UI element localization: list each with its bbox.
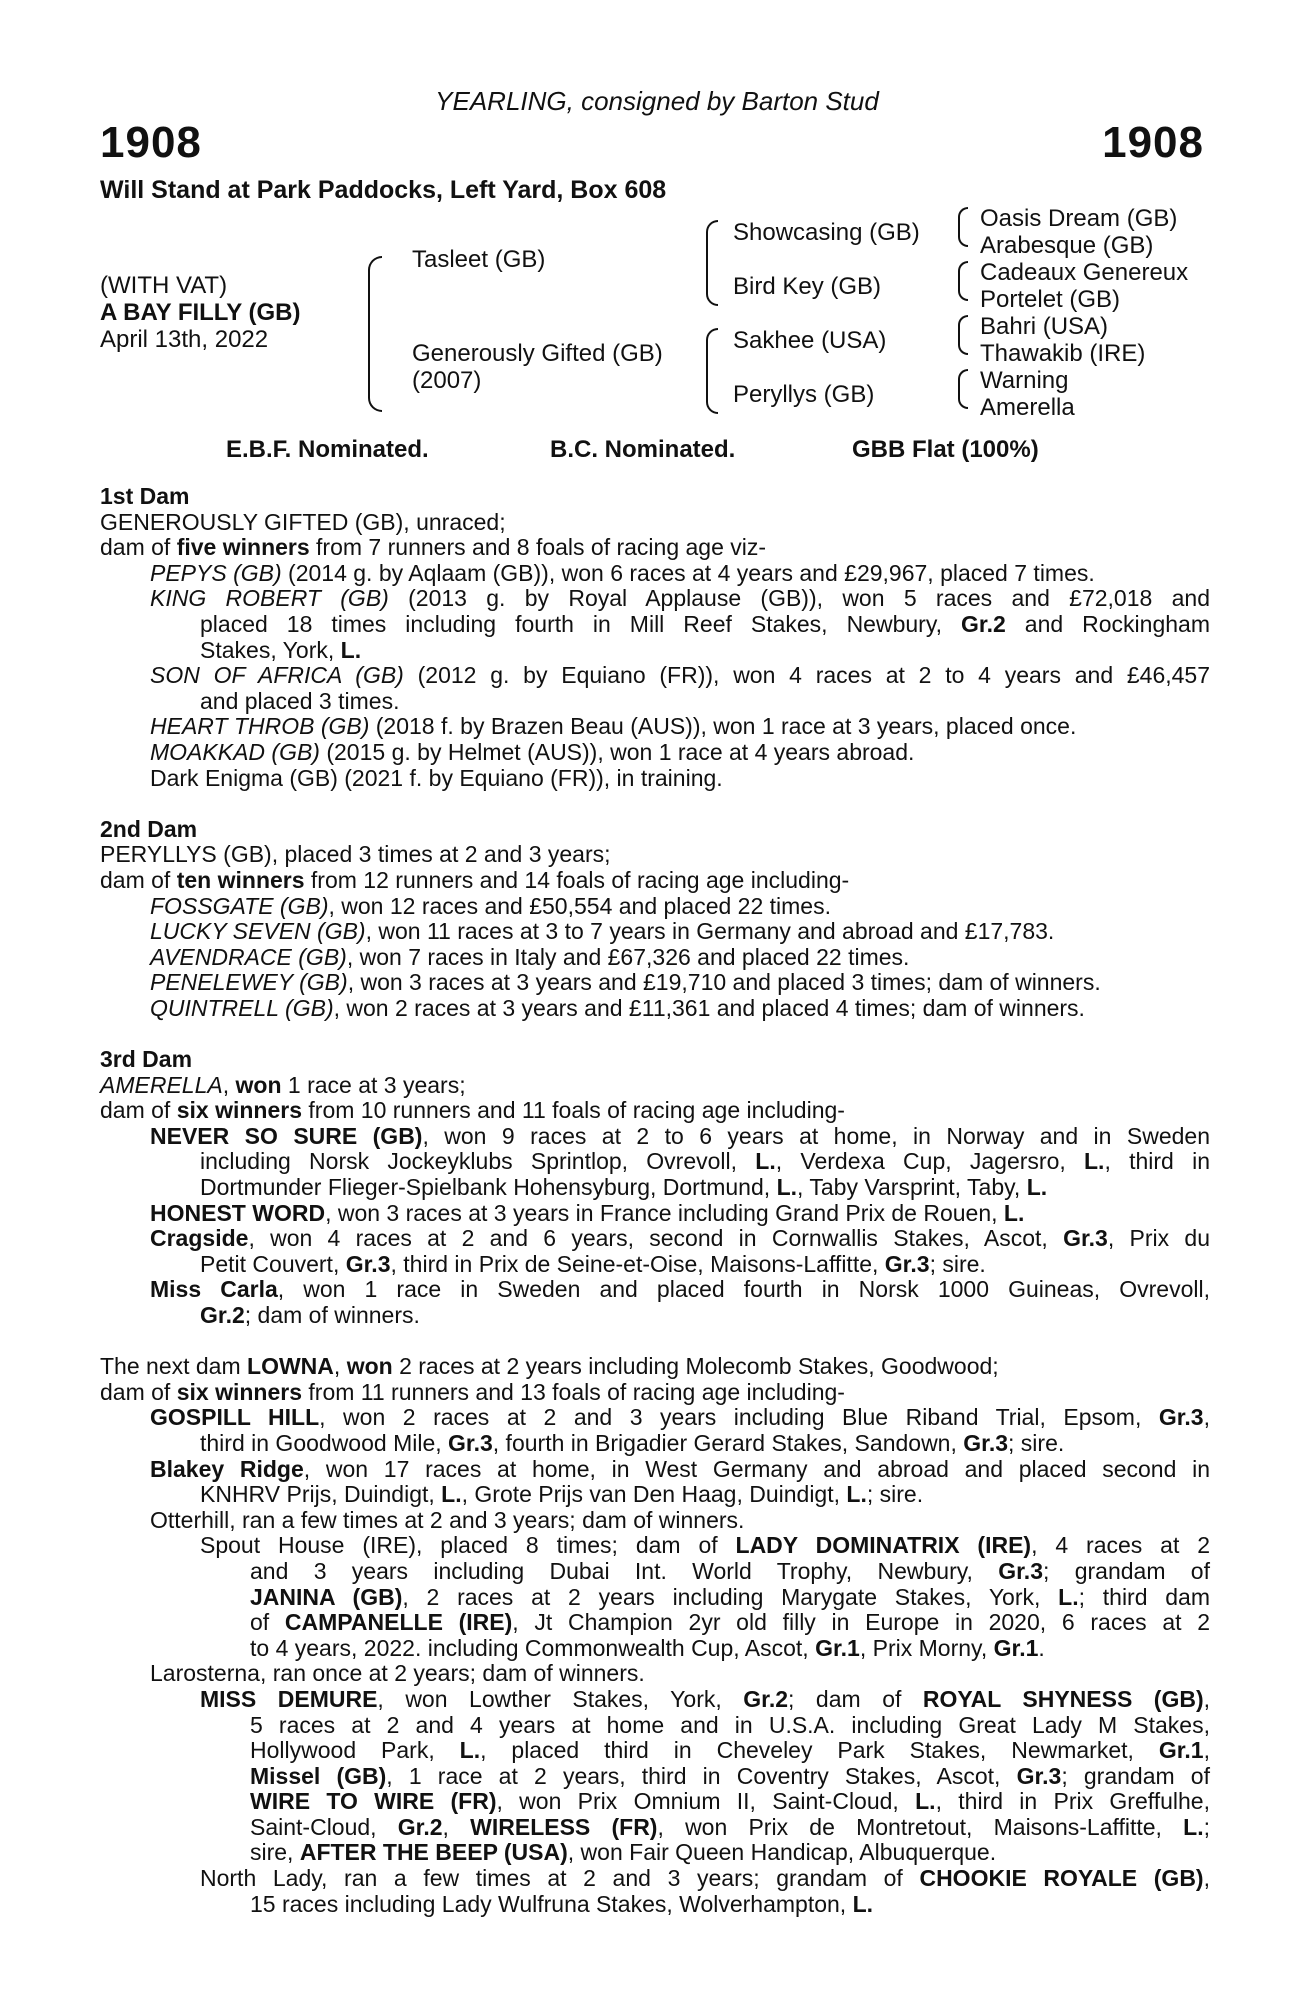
dam-dam: Peryllys (GB): [733, 381, 875, 408]
ggs-4: Portelet (GB): [980, 286, 1121, 313]
sire-dam: Bird Key (GB): [733, 273, 882, 300]
ggs-3: Cadeaux Genereux: [980, 259, 1189, 286]
produce-entry-cont: Petit Couvert, Gr.3, third in Prix de Seine-et-Oise, Maisons-Laffitte, Gr.3; sire.: [200, 1250, 986, 1277]
produce-record: [100, 484, 1210, 1917]
produce-entry: Cragside, won 4 races at 2 and 6 years, second in Cornwallis Stakes, Ascot, Gr.3, Prix du: [150, 1225, 1210, 1252]
dam-year: (2007): [412, 367, 482, 394]
produce-entry: PEPYS (GB) (2014 g. by Aqlaam (GB)), won 6 races at 4 years and £29,967, placed 7 times.: [150, 559, 1095, 586]
produce-entry: SON OF AFRICA (GB) (2012 g. by Equiano (FR)), won 4 races at 2 to 4 years and £46,457: [150, 662, 1211, 689]
produce-entry: FOSSGATE (GB), won 12 races and £50,554 and placed 22 times.: [150, 892, 831, 919]
ggs-8: Amerella: [980, 394, 1075, 421]
pedigree-brace: [958, 369, 968, 409]
produce-entry-cont: third in Goodwood Mile, Gr.3, fourth in Brigadier Gerard Stakes, Sandown, Gr.3; sire.: [200, 1429, 1065, 1456]
section-heading: 2nd Dam: [100, 815, 198, 842]
produce-entry-cont: KNHRV Prijs, Duindigt, L., Grote Prijs van Den Haag, Duindigt, L.; sire.: [200, 1481, 924, 1508]
produce-entry: HONEST WORD, won 3 races at 3 years in France including Grand Prix de Rouen, L.: [150, 1199, 1025, 1226]
produce-entry: LUCKY SEVEN (GB), won 11 races at 3 to 7 years in Germany and abroad and £17,783.: [150, 918, 1055, 945]
produce-entry-cont: and 3 years including Dubai Int. World Trophy, Newbury, Gr.3; grandam of: [250, 1557, 1210, 1584]
produce-entry: North Lady, ran a few times at 2 and 3 years; grandam of CHOOKIE ROYALE (GB),: [200, 1865, 1210, 1892]
pedigree-brace: [706, 328, 718, 414]
produce-entry: HEART THROB (GB) (2018 f. by Brazen Beau (AUS)), won 1 race at 3 years, placed once.: [150, 713, 1077, 740]
produce-entry-cont: including Norsk Jockeyklubs Sprintlop, Ovrevoll, L., Verdexa Cup, Jagersro, L., third in: [200, 1148, 1210, 1175]
dam-name: Generously Gifted (GB): [412, 340, 663, 367]
produce-entry-cont: Stakes, York, L.: [200, 636, 362, 663]
ggs-7: Warning: [980, 367, 1069, 394]
gbb-flat: GBB Flat (100%): [852, 436, 1039, 463]
produce-entry: Miss Carla, won 1 race in Sweden and placed fourth in Norsk 1000 Guineas, Ovrevoll,: [150, 1276, 1210, 1303]
produce-entry: NEVER SO SURE (GB), won 9 races at 2 to 6 years at home, in Norway and in Sweden: [150, 1122, 1210, 1149]
bc-nomination: B.C. Nominated.: [550, 436, 736, 463]
dam-line: GENEROUSLY GIFTED (GB), unraced;: [100, 508, 506, 535]
ggs-5: Bahri (USA): [980, 313, 1109, 340]
produce-entry: GOSPILL HILL, won 2 races at 2 and 3 years including Blue Riband Trial, Epsom, Gr.3,: [150, 1404, 1210, 1431]
produce-entry-cont: WIRE TO WIRE (FR), won Prix Omnium II, Saint-Cloud, L., third in Prix Greffulhe,: [250, 1788, 1210, 1815]
dam-line: PERYLLYS (GB), placed 3 times at 2 and 3 years;: [100, 841, 611, 868]
dam-sire: Sakhee (USA): [733, 327, 887, 354]
lot-number-left: 1908: [100, 118, 202, 167]
produce-entry: Spout House (IRE), placed 8 times; dam of LADY DOMINATRIX (IRE), 4 races at 2: [200, 1532, 1211, 1559]
produce-entry: MOAKKAD (GB) (2015 g. by Helmet (AUS)), won 1 race at 4 years abroad.: [150, 738, 915, 765]
ebf-nomination: E.B.F. Nominated.: [226, 436, 429, 463]
produce-entry-cont: and placed 3 times.: [200, 687, 400, 714]
vat-note: (WITH VAT): [100, 272, 228, 299]
dam-of-line: dam of ten winners from 12 runners and 14 foals of racing age including-: [100, 866, 850, 893]
produce-entry-cont: placed 18 times including fourth in Mill Reef Stakes, Newbury, Gr.2 and Rockingham: [200, 610, 1210, 637]
pedigree-brace: [958, 261, 968, 301]
produce-entry: Dark Enigma (GB) (2021 f. by Equiano (FR)), in training.: [150, 764, 723, 791]
ggs-6: Thawakib (IRE): [980, 340, 1146, 367]
produce-entry-cont: 15 races including Lady Wulfruna Stakes, Wolverhampton, L.: [250, 1890, 874, 1917]
produce-entry-cont: to 4 years, 2022. including Commonwealth Cup, Ascot, Gr.1, Prix Morny, Gr.1.: [250, 1634, 1045, 1661]
sire-sire: Showcasing (GB): [733, 219, 920, 246]
produce-entry-cont: 5 races at 2 and 4 years at home and in U.S.A. including Great Lady M Stakes,: [250, 1711, 1210, 1738]
stand-location: Will Stand at Park Paddocks, Left Yard, Box 608: [100, 176, 667, 204]
produce-entry: KING ROBERT (GB) (2013 g. by Royal Applause (GB)), won 5 races and £72,018 and: [150, 585, 1210, 612]
produce-entry: MISS DEMURE, won Lowther Stakes, York, Gr.2; dam of ROYAL SHYNESS (GB),: [200, 1685, 1211, 1712]
dam-of-line: dam of six winners from 11 runners and 13 foals of racing age including-: [100, 1378, 845, 1405]
produce-entry: QUINTRELL (GB), won 2 races at 3 years and £11,361 and placed 4 times; dam of winners.: [150, 994, 1085, 1021]
produce-entry: Otterhill, ran a few times at 2 and 3 years; dam of winners.: [150, 1506, 745, 1533]
pedigree-brace: [706, 220, 718, 306]
produce-entry: AVENDRACE (GB), won 7 races in Italy and £67,326 and placed 22 times.: [150, 943, 910, 970]
sire-name: Tasleet (GB): [412, 246, 546, 273]
dam-of-line: dam of five winners from 7 runners and 8 foals of racing age viz-: [100, 534, 767, 561]
section-heading: 1st Dam: [100, 483, 190, 509]
lot-number-right: 1908: [1102, 118, 1204, 167]
produce-entry: Blakey Ridge, won 17 races at home, in West Germany and abroad and placed second in: [150, 1455, 1210, 1482]
pedigree-brace: [368, 256, 382, 412]
produce-entry-cont: JANINA (GB), 2 races at 2 years including Marygate Stakes, York, L.; third dam: [250, 1583, 1211, 1610]
produce-entry-cont: Hollywood Park, L., placed third in Cheveley Park Stakes, Newmarket, Gr.1,: [250, 1737, 1210, 1764]
section-heading: 3rd Dam: [100, 1046, 193, 1073]
produce-entry-cont: sire, AFTER THE BEEP (USA), won Fair Queen Handicap, Albuquerque.: [250, 1839, 997, 1866]
produce-entry: Larosterna, ran once at 2 years; dam of winners.: [150, 1660, 645, 1687]
pedigree-brace: [958, 315, 968, 355]
produce-entry-cont: Saint-Cloud, Gr.2, WIRELESS (FR), won Prix de Montretout, Maisons-Laffitte, L.;: [250, 1813, 1210, 1840]
horse-name: A BAY FILLY (GB): [100, 299, 301, 326]
next-dam-line: The next dam LOWNA, won 2 races at 2 years including Molecomb Stakes, Goodwood;: [100, 1353, 999, 1380]
produce-entry-cont: Gr.2; dam of winners.: [200, 1302, 420, 1328]
horse-dob: April 13th, 2022: [100, 326, 269, 353]
dam-line: AMERELLA, won 1 race at 3 years;: [100, 1071, 466, 1098]
produce-entry: PENELEWEY (GB), won 3 races at 3 years and £19,710 and placed 3 times; dam of winners.: [150, 969, 1101, 996]
ggs-2: Arabesque (GB): [980, 232, 1154, 259]
ggs-1: Oasis Dream (GB): [980, 205, 1178, 232]
produce-entry-cont: Dortmunder Flieger-Spielbank Hohensyburg, Dortmund, L., Taby Varsprint, Taby, L.: [200, 1174, 1048, 1201]
pedigree-brace: [958, 207, 968, 247]
produce-entry-cont: of CAMPANELLE (IRE), Jt Champion 2yr old filly in Europe in 2020, 6 races at 2: [250, 1609, 1210, 1636]
dam-of-line: dam of six winners from 10 runners and 11 foals of racing age including-: [100, 1097, 845, 1124]
produce-entry-cont: Missel (GB), 1 race at 2 years, third in Coventry Stakes, Ascot, Gr.3; grandam of: [250, 1762, 1210, 1789]
consignor-subtitle: YEARLING, consigned by Barton Stud: [435, 86, 879, 116]
